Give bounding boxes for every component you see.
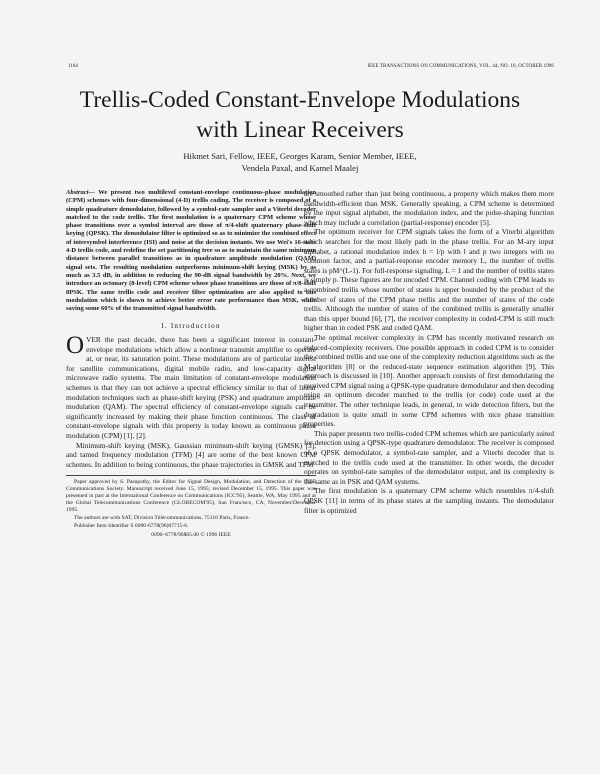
copyright-line: 0090–6778/96$05.00 © 1996 IEEE bbox=[151, 532, 231, 539]
right-paragraph-5: The first modulation is a quaternary CPM scheme which resembles π/4-shift QPSK [11] in terms of its phase states at the sampling instants. The demodulator filter is optimized bbox=[304, 486, 554, 515]
paper-title bbox=[0, 85, 600, 145]
right-paragraph-3: The optimal receiver complexity in CPM has recently motivated research on reduced-complexity receivers. One possible approach in coded CPM is to consider the combined trellis and use one of the complexity reduction algorithms such as the M-algorithm [8] or the reduced-state sequence estimation algorithm [9]. This approach is discussed in [10]. Another approach consists of first demodulating the received CPM signal using a QPSK-type quadrature demodulator and then decoding using an optimum decoder matched to the trellis (or code) code used at the transmitter. The other technique leads, in general, to wide detection filters, but the degradation is quite small in some CPM schemes with nice phase transition properties. bbox=[304, 332, 554, 429]
footnotes bbox=[66, 475, 316, 539]
section-heading-introduction: I. Introduction bbox=[161, 322, 221, 331]
author-list bbox=[0, 150, 600, 174]
page-number: 1164 bbox=[68, 64, 78, 69]
drop-cap: O bbox=[66, 332, 85, 360]
author-line-2: Vendela Paxal, and Kamel Maalej bbox=[241, 163, 359, 173]
abstract bbox=[66, 189, 316, 313]
right-column bbox=[304, 189, 554, 515]
right-paragraph-4: This paper presents two trellis-coded CPM schemes which are particularly suited for detection using a QPSK-type quadrature demodulator. The receiver is composed of a QPSK demodulator, a symbol-rate sampler, and a Viterbi decoder that is matched to the trellis code used at the transmitter. In other words, the decoder operates on symbol-rate samples of the demodulator output, and its complexity is the same as in PSK and QAM systems. bbox=[304, 428, 554, 486]
title-line-2: with Linear Receivers bbox=[196, 117, 404, 143]
right-paragraph-1: are smoothed rather than just being continuous, a property which makes them more bandwidth-efficient than MSK. Generally speaking, a CPM scheme is determined by the input signal alphabet, the modulation index, and the pulse-shaping function which may include a correlation (partial-response) encoder [5]. bbox=[304, 189, 554, 227]
author-line-1: Hikmet Sari, Fellow, IEEE, Georges Karam, Senior Member, IEEE, bbox=[183, 151, 417, 161]
footnote-affiliation: The authors are with SAT, Division Télécommunications, 75116 Paris, France. bbox=[74, 515, 250, 522]
intro-paragraph-1-text: VER the past decade, there has been a significant interest in constant-envelope modulations which allow a nonlinear transmit amplifier to operate at, or near, its saturation point. These modulations are of particular interest for satellite communications, digital mobile radio, and low-capacity digital microwave radio systems. The main limitation of constant-envelope modulation schemes is that they can not achieve a spectral efficiency similar to that of linear modulation techniques such as phase-shift keying (PSK) and quadrature amplitude modulation (QAM). The spectral efficiency of constant-envelope signals can be significantly increased by making their phase function continuous. The class of constant-envelope signals with this property is today known as continuous phase modulation (CPM) [1], [2]. bbox=[66, 335, 316, 440]
footnote-manuscript: Paper approved by S. Pasupathy, the Editor for Signal Design, Modulation, and Detection of the IEEE Communications Society. Manuscript received June 15, 1995; revised December 15, 1995. This paper was presented in part at the International Conference on Communications (ICC'95), Seattle, WA, May 1995 and at the Global Telecommunications Conference (GLOBECOM'95), San Francisco, CA, November/December 1995. bbox=[66, 479, 316, 514]
title-line-1: Trellis-Coded Constant-Envelope Modulations bbox=[79, 87, 521, 113]
right-paragraph-2: The optimum receiver for CPM signals takes the form of a Viterbi algorithm which searches for the most likely path in the phase trellis. For an M-ary input alphabet, a rational modulation index h = l/p with l and p two integers with no common factor, and a partial-response encoder memory L, the number of trellis states is pM^(L-1). For full-response signaling, L = 1 and the number of trellis states is simply p. These figures are for uncoded CPM. Channel coding with CPM leads to a combined trellis whose number of states is upper bounded by the product of the number of states of the CPM phase trellis and the number of states of the code trellis. Although the number of states of the combined trellis is generally smaller than this upper bound [6], [7], the receiver complexity in coded-CPM is still much higher than in coded PSK and coded QAM. bbox=[304, 227, 554, 333]
left-column bbox=[66, 189, 316, 540]
intro-paragraph-2: Minimum-shift keying (MSK), Gaussian minimum-shift keying (GMSK) [3], and tamed frequency modulation (TFM) [4] are some of the best known CPM schemes. In addition to being continuous, the phase trajectories in GMSK and TFM bbox=[66, 440, 316, 469]
intro-paragraph-1 bbox=[66, 332, 316, 441]
abstract-text: We present two multilevel constant-envelope continuous-phase modulation (CPM) schemes with four-dimensional (4-D) trellis coding. The receiver is composed of a simple quadrature demodulator, followed by a symbol-rate sampler and a Viterbi decoder matched to the code trellis. The first modulation is a quaternary CPM scheme whose phase transitions over a symbol interval are those of π/4-shift quaternary phase-shift keying (QPSK). The demodulator filter is optimized so as to minimize the combined effect of intersymbol interference (ISI) and noise at the decision instants. We use Wei's 16-state 4-D trellis code, and redefine the set partitioning tree so as to maintain the same minimum distance between parallel transitions as in quadrature amplitude modulation (QAM) signal sets. The resulting modulation outperforms minimum-shift keying (MSK) by as much as 3.5 dB, in addition to reducing the 90-dB signal bandwidth by 20%. Next, we introduce an octonary (8-level) CPM scheme whose phase transitions are those of π/8-shift 8PSK. The same trellis code and receiver filter optimization are also applied to this modulation which is shown to achieve better error rate performance than MSK, while saving some 60% of the transmitted signal bandwidth. bbox=[66, 189, 316, 313]
abstract-label: Abstract— bbox=[66, 189, 95, 196]
running-head: IEEE TRANSACTIONS ON COMMUNICATIONS, VOL. 44, NO. 10, OCTOBER 1996 bbox=[367, 64, 554, 69]
footnote-publisher-id: Publisher Item Identifier S 0090-6778(96)07715-6. bbox=[74, 523, 189, 530]
